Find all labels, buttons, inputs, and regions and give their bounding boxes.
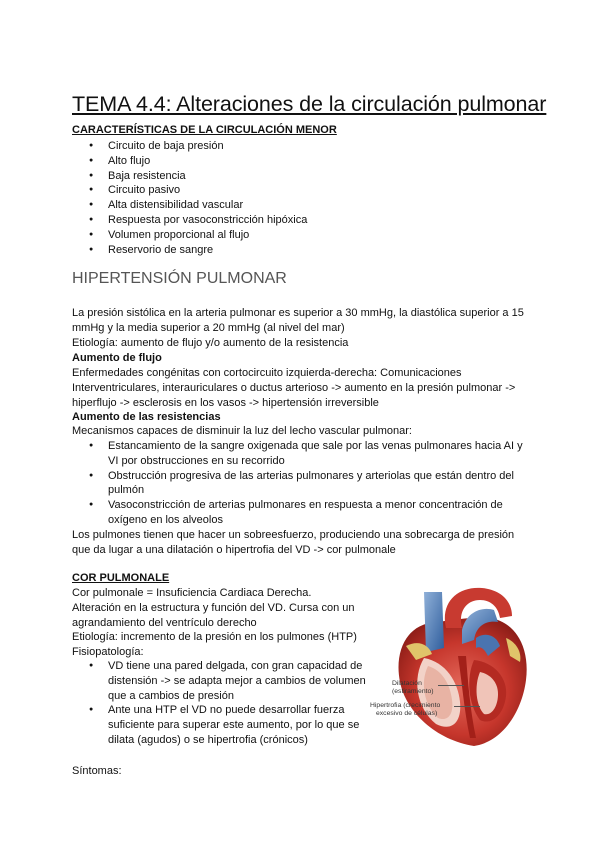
cor-line-1: Cor pulmonale = Insuficiencia Cardiaca Derecha. — [72, 587, 312, 599]
heart-illustration — [366, 582, 536, 750]
cor-list — [108, 659, 370, 748]
label-dilatacion-sub: (estiramiento) — [392, 688, 434, 695]
cor-pulmonale-heading: COR PULMONALE — [72, 572, 170, 584]
list-item: ● Respuesta por vasoconstricción hipóxica — [108, 213, 528, 228]
list-item: ● Circuito de baja presión — [108, 139, 528, 154]
list-item: ● Volumen proporcional al flujo — [108, 228, 528, 243]
aumento-flujo-heading: Aumento de flujo — [72, 352, 162, 364]
dilatacion-pointer — [438, 685, 464, 686]
list-item: ● Reservorio de sangre — [108, 243, 528, 258]
list-item: ● Baja resistencia — [108, 169, 528, 184]
list-item: ● Alta distensibilidad vascular — [108, 198, 528, 213]
list-item: ● Ante una HTP el VD no puede desarrollar fuerza suficiente para superar este aumento, por lo que se dilata (agudos) o se hipertrofia (crónicos) — [108, 703, 370, 747]
label-hipertrofia-sub: excesivo de células) — [376, 710, 438, 717]
caracteristicas-heading: CARACTERÍSTICAS DE LA CIRCULACIÓN MENOR — [72, 124, 337, 136]
list-item: ● Circuito pasivo — [108, 183, 528, 198]
hipertension-intro: La presión sistólica en la arteria pulmonar es superior a 30 mmHg, la diastólica superior a 15 mmHg y la media superior a 20 mmHg (al nivel del mar) — [72, 307, 524, 334]
aumento-resistencias-intro: Mecanismos capaces de disminuir la luz del lecho vascular pulmonar: — [72, 425, 412, 437]
cor-fisiopatologia: Fisiopatología: — [72, 646, 144, 658]
cor-etiologia: Etiología: incremento de la presión en los pulmones (HTP) — [72, 631, 357, 643]
cor-line-2: Alteración en la estructura y función del VD. Cursa con un agrandamiento del ventrículo derecho — [72, 602, 355, 629]
heart-diagram-icon — [366, 582, 536, 750]
sintomas-label: Síntomas: — [72, 765, 122, 777]
caracteristicas-list — [108, 139, 528, 257]
hipertension-conclusion: Los pulmones tienen que hacer un sobreesfuerzo, produciendo una sobrecarga de presión que da lugar a una dilatación o hipertrofia del VD -> cor pulmonale — [72, 529, 515, 556]
list-item: ● Vasoconstricción de arterias pulmonares en respuesta a menor concentración de oxígeno en los alveolos — [108, 498, 536, 528]
hipertrofia-pointer — [454, 706, 480, 707]
aumento-flujo-text: Enfermedades congénitas con cortocircuito izquierda-derecha: Comunicaciones Interventriculares, interauriculares o ductus arterioso -> aumento en la presión pulmonar -> hiperflujo -> esclerosis en los vasos -> hipertensión irreversible — [72, 367, 516, 409]
list-item: ● VD tiene una pared delgada, con gran capacidad de distensión -> se adapta mejor a cambios de volumen que a cambios de presión — [108, 659, 370, 703]
list-item: ● Estancamiento de la sangre oxigenada que sale por las venas pulmonares hacia AI y VI por obstrucciones en su recorrido — [108, 439, 536, 469]
list-item: ● Alto flujo — [108, 154, 528, 169]
aumento-resistencias-heading: Aumento de las resistencias — [72, 411, 221, 423]
page-title: TEMA 4.4: Alteraciones de la circulación pulmonar — [72, 92, 547, 116]
label-hipertrofia: Hipertrofia (crecimiento — [370, 702, 441, 709]
hipertension-etiologia: Etiología: aumento de flujo y/o aumento de la resistencia — [72, 337, 349, 349]
label-dilatacion: Dilatación — [392, 680, 422, 687]
resistencias-list — [108, 439, 536, 528]
hipertension-heading: HIPERTENSIÓN PULMONAR — [72, 270, 287, 287]
list-item: ● Obstrucción progresiva de las arterias pulmonares y arteriolas que están dentro del pulmón — [108, 469, 536, 499]
